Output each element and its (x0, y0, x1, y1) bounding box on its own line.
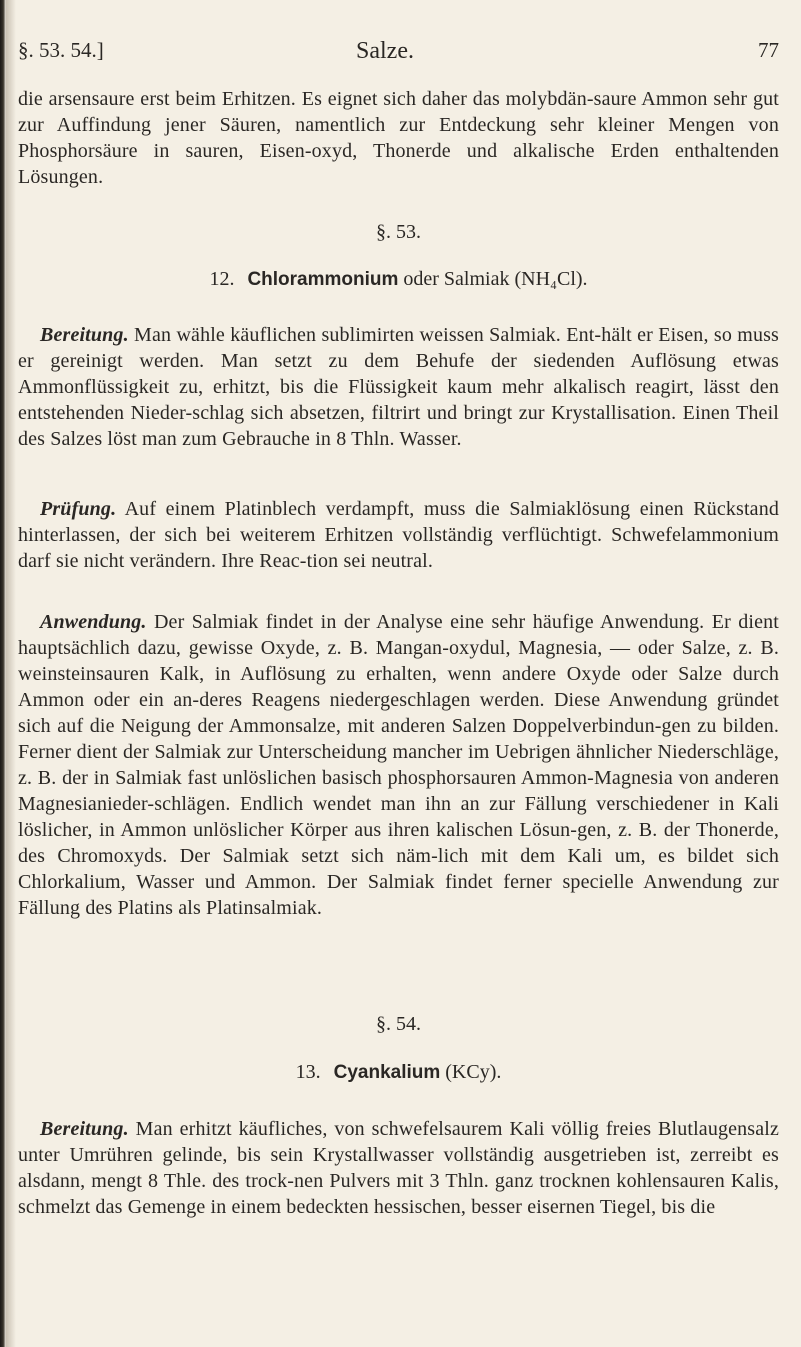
bereitung-label: Bereitung. (40, 324, 129, 346)
section-53-title-rest: oder Salmiak (NH₄Cl). (403, 268, 588, 290)
bereitung-text: Man wähle käuflichen sublimirten weissen Salmiak. Ent-hält er Eisen, so muss er gereinigt werden. Man setzt zu dem Behufe der siedenden Auflösung etwas Ammonflüssigkeit zu, erhitzt, bis die Flüssigkeit kaum mehr alkalisch reagirt, lässt den entstehenden Nieder-schlag sich absetzen, filtrirt und bringt zur Krystallisation. Einen Theil des Salzes löst man zum Gebrauche in 8 Thln. Wasser. (18, 324, 779, 450)
section-53-name: Chlorammonium (247, 269, 399, 290)
header-title: Salze. (356, 38, 414, 64)
header-section-ref: §. 53. 54.] (18, 38, 104, 62)
book-page (18, 0, 796, 1347)
section-53-heading (18, 268, 779, 291)
anwendung-label: Anwendung. (40, 611, 147, 633)
section-54-number: 13. (295, 1061, 321, 1083)
bereitung-label: Bereitung. (40, 1118, 129, 1140)
pruefung-label: Prüfung. (40, 498, 117, 520)
anwendung-text: Der Salmiak findet in der Analyse eine sehr häufige Anwendung. Er dient hauptsächlich dazu, gewisse Oxyde, z. B. Mangan-oxydul, Magnesia, — oder Salze, z. B. weinsteinsauren Kalk, in Auflösung zu erhalten, wenn andere Oxyde oder Salze durch Ammon oder ein an-deres Reagens niedergeschlagen werden. Diese Anwendung gründet sich auf die Neigung der Ammonsalze, mit anderen Salzen Doppelverbindun-gen zu bilden. Ferner dient der Salmiak zur Unterscheidung mancher im Uebrigen ähnlicher Niederschläge, z. B. der in Salmiak fast unlöslichen basisch phosphorsauren Ammon-Magnesia von anderen Magnesianieder-schlägen. Endlich wendet man ihn an zur Fällung verschiedener in Kali löslicher, in Ammon unlöslicher Körper aus ihren kalischen Lösun-gen, z. B. der Thonerde, des Chromoxyds. Der Salmiak setzt sich näm-lich mit dem Kali um, es bildet sich Chlorkalium, Wasser und Ammon. Der Salmiak findet ferner specielle Anwendung zur Fällung des Platins als Platinsalmiak. (18, 611, 780, 919)
bereitung-text: Man erhitzt käufliches, von schwefelsaurem Kali völlig freies Blutlaugensalz unter Umrühren gelinde, bis sein Krystallwasser vollständig ausgetrieben ist, zerreibt es alsdann, mengt 8 Thle. des trock-nen Pulvers mit 3 Thln. ganz trocknen kohlensauren Kalis, schmelzt das Gemenge in einem bedeckten hessischen, besser eisernen Tiegel, bis die (18, 1118, 779, 1218)
gutter-shadow (6, 0, 16, 1347)
running-header (18, 38, 779, 72)
page-number: 77 (758, 38, 779, 62)
intro-paragraph: die arsensaure erst beim Erhitzen. Es eignet sich daher das molybdän-saure Ammon sehr gut zur Auffindung jener Säuren, namentlich zur Entdeckung sehr kleiner Mengen von Phosphorsäure in sauren, Eisen-oxyd, Thonerde und alkalische Erden enthaltenden Lösungen. (18, 88, 779, 188)
section-53-mark: §. 53. (376, 221, 421, 243)
section-54-bereitung (18, 1116, 779, 1220)
section-54-heading (18, 1061, 779, 1084)
section-54-name: Cyankalium (333, 1062, 441, 1083)
section-53-bereitung (18, 322, 779, 452)
section-53-anwendung (18, 609, 779, 921)
section-54-mark: §. 54. (376, 1013, 421, 1035)
section-53-pruefung (18, 496, 779, 574)
section-53-number: 12. (209, 268, 235, 290)
pruefung-text: Auf einem Platinblech verdampft, muss die Salmiaklösung einen Rückstand hinterlassen, der sich bei weiterem Erhitzen vollständig verflüchtigt. Schwefelammonium darf sie nicht verändern. Ihre Reac-tion sei neutral. (18, 498, 780, 572)
section-54-title-rest: (KCy). (445, 1061, 502, 1083)
